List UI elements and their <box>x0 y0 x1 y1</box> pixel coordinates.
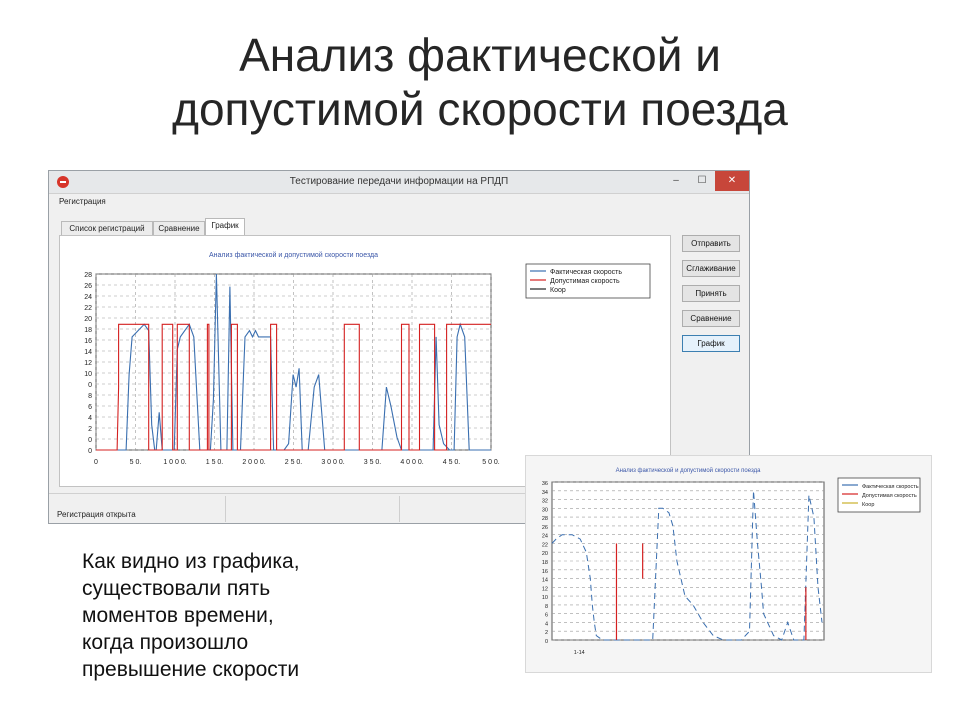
x-tick-label: 5 0. <box>129 459 142 466</box>
x-tick-label: 4 0 0 0. <box>400 459 424 466</box>
slide-title <box>60 28 900 136</box>
x-tick-label: 4 5 0. <box>442 459 461 466</box>
status-separator <box>399 496 400 522</box>
graph-panel <box>59 235 671 487</box>
plot-area <box>552 482 824 640</box>
y-tick-label: 26 <box>541 524 548 531</box>
legend-label: Фактическая скорость <box>862 484 919 490</box>
speed-chart <box>60 236 670 486</box>
y-tick-label: 36 <box>541 481 548 487</box>
send-button[interactable]: Отправить <box>682 235 740 252</box>
y-tick-label: 22 <box>84 305 92 312</box>
y-tick-label: 2 <box>88 426 92 433</box>
smoothing-button[interactable]: Сглаживание <box>682 260 740 277</box>
y-tick-label: 4 <box>544 621 548 628</box>
y-tick-label: 18 <box>541 560 548 566</box>
y-tick-label: 0 <box>88 437 92 444</box>
maximize-button[interactable]: ☐ <box>697 175 707 186</box>
legend-label: Допустимая скорость <box>550 278 620 285</box>
status-separator <box>225 496 226 522</box>
x-tick-label: 2 5 0. <box>284 459 303 466</box>
y-tick-label: 6 <box>88 404 92 411</box>
y-tick-label: 0 <box>544 639 548 645</box>
y-tick-label: 18 <box>84 327 92 334</box>
chart-title: Анализ фактической и допустимой скорости поезда <box>615 468 761 474</box>
x-tick-label: 5 0 0. <box>482 459 500 466</box>
y-tick-label: 30 <box>541 507 548 514</box>
y-tick-label: 20 <box>84 316 92 323</box>
caption-line: существовали пять <box>82 577 271 600</box>
y-tick-label: 4 <box>88 415 92 422</box>
receive-button[interactable]: Принять <box>682 285 740 302</box>
y-tick-label: 24 <box>84 294 92 301</box>
close-button[interactable]: ✕ <box>715 171 749 191</box>
window-titlebar[interactable] <box>49 171 749 194</box>
compare-button[interactable]: Сравнение <box>682 310 740 327</box>
y-tick-label: 12 <box>84 360 92 367</box>
y-tick-label: 22 <box>541 542 548 549</box>
zoomed-chart <box>525 455 932 673</box>
y-tick-label: 26 <box>84 283 92 290</box>
chart-title: Анализ фактической и допустимой скорости поезда <box>209 252 378 259</box>
y-tick-label: 12 <box>541 586 548 593</box>
slide-title-line: Анализ фактической и <box>239 29 721 81</box>
status-text: Регистрация открыта <box>57 510 136 519</box>
y-tick-label: 16 <box>84 338 92 345</box>
x-tick-label: 1 0 0 0. <box>163 459 187 466</box>
legend <box>526 264 650 298</box>
slide-caption <box>82 548 502 683</box>
y-tick-label: 28 <box>541 516 548 523</box>
tab-graph[interactable]: График <box>205 218 245 236</box>
x-tick-label: 3 0 0 0. <box>321 459 345 466</box>
caption-line: превышение скорости <box>82 658 300 681</box>
y-tick-label: 28 <box>84 272 92 279</box>
y-tick-label: 0 <box>88 382 92 389</box>
y-tick-label: 0 <box>88 448 92 455</box>
y-tick-label: 16 <box>541 568 548 575</box>
y-tick-label: 20 <box>541 551 548 558</box>
zoomed-speed-chart <box>526 456 931 672</box>
x-tick-label: 1-14 <box>573 650 585 656</box>
caption-line: моментов времени, <box>82 604 274 627</box>
menu-registration[interactable]: Регистрация <box>59 197 106 206</box>
legend <box>838 478 920 512</box>
minimize-button[interactable]: – <box>673 175 679 186</box>
menubar <box>49 194 749 210</box>
y-tick-label: 14 <box>541 577 548 584</box>
y-tick-label: 6 <box>544 612 548 619</box>
x-tick-label: 0 <box>94 459 98 466</box>
y-tick-label: 34 <box>541 489 548 496</box>
legend-label: Допустимая скорость <box>862 493 917 499</box>
tab-comparison[interactable]: Сравнение <box>153 221 205 235</box>
y-tick-label: 2 <box>544 630 548 637</box>
caption-line: Как видно из графика, <box>82 550 300 573</box>
legend-label: Коор <box>862 502 875 508</box>
tab-registration-list[interactable]: Список регистраций <box>61 221 153 235</box>
caption-line: когда произошло <box>82 631 249 654</box>
y-tick-label: 14 <box>84 349 92 356</box>
legend-label: Коор <box>550 287 566 294</box>
window-title: Тестирование передачи информации на РПДП <box>289 176 509 187</box>
x-tick-label: 1 5 0. <box>205 459 224 466</box>
slide-title-line: допустимой скорости поезда <box>172 83 788 135</box>
y-tick-label: 10 <box>541 595 548 602</box>
x-tick-label: 3 5 0. <box>363 459 382 466</box>
y-tick-label: 8 <box>88 393 92 400</box>
y-tick-label: 10 <box>84 371 92 378</box>
y-tick-label: 24 <box>541 533 548 540</box>
x-tick-label: 2 0 0 0. <box>242 459 266 466</box>
graph-button[interactable]: График <box>682 335 740 352</box>
legend-label: Фактическая скорость <box>550 269 623 276</box>
y-tick-label: 8 <box>544 603 548 610</box>
y-tick-label: 32 <box>541 498 548 505</box>
